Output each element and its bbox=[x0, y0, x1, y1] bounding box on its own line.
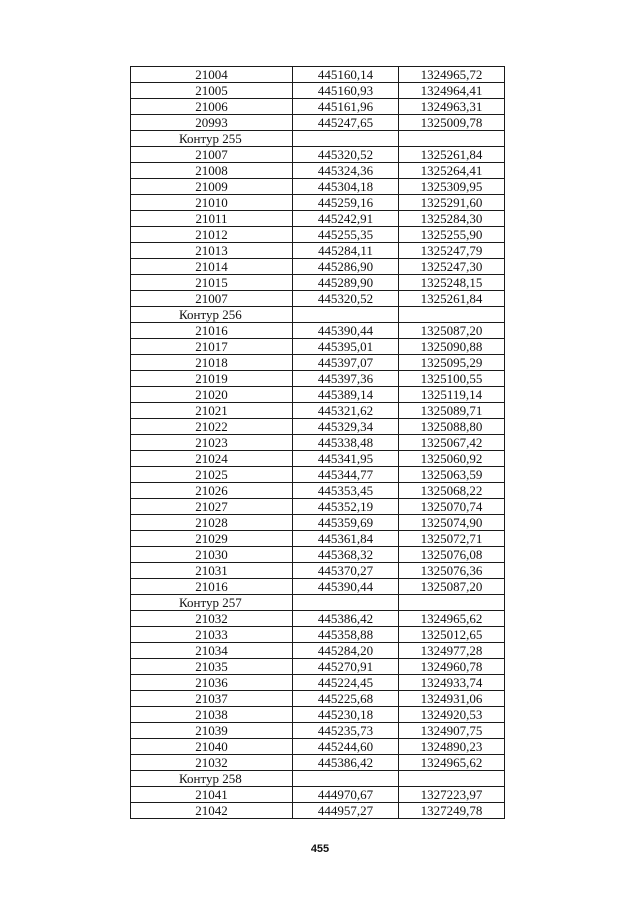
y-coordinate-cell: 1325076,08 bbox=[399, 547, 505, 563]
point-id-cell: 21020 bbox=[131, 387, 293, 403]
x-coordinate-cell: 445224,45 bbox=[293, 675, 399, 691]
y-coordinate-cell: 1325087,20 bbox=[399, 579, 505, 595]
x-coordinate-cell: 445289,90 bbox=[293, 275, 399, 291]
y-coordinate-cell: 1325067,42 bbox=[399, 435, 505, 451]
point-id-cell: 21021 bbox=[131, 403, 293, 419]
y-coordinate-cell: 1324931,06 bbox=[399, 691, 505, 707]
y-coordinate-cell: 1325119,14 bbox=[399, 387, 505, 403]
point-id-cell: 21032 bbox=[131, 755, 293, 771]
point-id-cell: 21027 bbox=[131, 499, 293, 515]
table-row bbox=[131, 99, 505, 115]
x-coordinate-cell: 445358,88 bbox=[293, 627, 399, 643]
table-row bbox=[131, 563, 505, 579]
empty-cell bbox=[293, 771, 399, 787]
point-id-cell: 21012 bbox=[131, 227, 293, 243]
table-row bbox=[131, 643, 505, 659]
y-coordinate-cell: 1324920,53 bbox=[399, 707, 505, 723]
point-id-cell: 21024 bbox=[131, 451, 293, 467]
x-coordinate-cell: 445270,91 bbox=[293, 659, 399, 675]
table-row bbox=[131, 371, 505, 387]
point-id-cell: 21028 bbox=[131, 515, 293, 531]
point-id-cell: 21035 bbox=[131, 659, 293, 675]
x-coordinate-cell: 445160,93 bbox=[293, 83, 399, 99]
contour-label: Контур 258 bbox=[131, 771, 293, 787]
x-coordinate-cell: 445244,60 bbox=[293, 739, 399, 755]
x-coordinate-cell: 445353,45 bbox=[293, 483, 399, 499]
empty-cell bbox=[293, 307, 399, 323]
x-coordinate-cell: 445321,62 bbox=[293, 403, 399, 419]
table-row bbox=[131, 339, 505, 355]
y-coordinate-cell: 1325291,60 bbox=[399, 195, 505, 211]
y-coordinate-cell: 1325261,84 bbox=[399, 291, 505, 307]
y-coordinate-cell: 1324964,41 bbox=[399, 83, 505, 99]
table-row bbox=[131, 675, 505, 691]
table-row bbox=[131, 707, 505, 723]
point-id-cell: 21031 bbox=[131, 563, 293, 579]
page-number: 455 bbox=[310, 843, 330, 855]
point-id-cell: 21005 bbox=[131, 83, 293, 99]
y-coordinate-cell: 1325012,65 bbox=[399, 627, 505, 643]
point-id-cell: 21017 bbox=[131, 339, 293, 355]
y-coordinate-cell: 1325264,41 bbox=[399, 163, 505, 179]
table-row bbox=[131, 67, 505, 83]
y-coordinate-cell: 1325063,59 bbox=[399, 467, 505, 483]
table-row bbox=[131, 787, 505, 803]
y-coordinate-cell: 1324890,23 bbox=[399, 739, 505, 755]
point-id-cell: 21025 bbox=[131, 467, 293, 483]
point-id-cell: 21037 bbox=[131, 691, 293, 707]
y-coordinate-cell: 1325090,88 bbox=[399, 339, 505, 355]
table-row bbox=[131, 163, 505, 179]
table-row bbox=[131, 659, 505, 675]
table-row bbox=[131, 435, 505, 451]
x-coordinate-cell: 445284,11 bbox=[293, 243, 399, 259]
y-coordinate-cell: 1325088,80 bbox=[399, 419, 505, 435]
x-coordinate-cell: 445247,65 bbox=[293, 115, 399, 131]
point-id-cell: 21029 bbox=[131, 531, 293, 547]
point-id-cell: 21007 bbox=[131, 291, 293, 307]
x-coordinate-cell: 445390,44 bbox=[293, 579, 399, 595]
coordinates-table bbox=[130, 66, 505, 819]
x-coordinate-cell: 445242,91 bbox=[293, 211, 399, 227]
y-coordinate-cell: 1325072,71 bbox=[399, 531, 505, 547]
point-id-cell: 21036 bbox=[131, 675, 293, 691]
table-row bbox=[131, 803, 505, 819]
point-id-cell: 21010 bbox=[131, 195, 293, 211]
point-id-cell: 21019 bbox=[131, 371, 293, 387]
empty-cell bbox=[399, 771, 505, 787]
point-id-cell: 21034 bbox=[131, 643, 293, 659]
y-coordinate-cell: 1325068,22 bbox=[399, 483, 505, 499]
table-row bbox=[131, 147, 505, 163]
table-row bbox=[131, 739, 505, 755]
point-id-cell: 21040 bbox=[131, 739, 293, 755]
point-id-cell: 21015 bbox=[131, 275, 293, 291]
point-id-cell: 21039 bbox=[131, 723, 293, 739]
y-coordinate-cell: 1325100,55 bbox=[399, 371, 505, 387]
y-coordinate-cell: 1325074,90 bbox=[399, 515, 505, 531]
y-coordinate-cell: 1324907,75 bbox=[399, 723, 505, 739]
y-coordinate-cell: 1324960,78 bbox=[399, 659, 505, 675]
point-id-cell: 21011 bbox=[131, 211, 293, 227]
table-row bbox=[131, 451, 505, 467]
y-coordinate-cell: 1325247,79 bbox=[399, 243, 505, 259]
table-row bbox=[131, 291, 505, 307]
y-coordinate-cell: 1325009,78 bbox=[399, 115, 505, 131]
table-row bbox=[131, 227, 505, 243]
table-row bbox=[131, 115, 505, 131]
y-coordinate-cell: 1324977,28 bbox=[399, 643, 505, 659]
x-coordinate-cell: 445397,07 bbox=[293, 355, 399, 371]
x-coordinate-cell: 445329,34 bbox=[293, 419, 399, 435]
y-coordinate-cell: 1327223,97 bbox=[399, 787, 505, 803]
table-row bbox=[131, 611, 505, 627]
table-row bbox=[131, 419, 505, 435]
y-coordinate-cell: 1325248,15 bbox=[399, 275, 505, 291]
point-id-cell: 21007 bbox=[131, 147, 293, 163]
x-coordinate-cell: 445304,18 bbox=[293, 179, 399, 195]
y-coordinate-cell: 1325309,95 bbox=[399, 179, 505, 195]
point-id-cell: 21038 bbox=[131, 707, 293, 723]
table-row bbox=[131, 195, 505, 211]
point-id-cell: 21006 bbox=[131, 99, 293, 115]
point-id-cell: 21016 bbox=[131, 579, 293, 595]
point-id-cell: 21013 bbox=[131, 243, 293, 259]
x-coordinate-cell: 445397,36 bbox=[293, 371, 399, 387]
x-coordinate-cell: 445284,20 bbox=[293, 643, 399, 659]
x-coordinate-cell: 445255,35 bbox=[293, 227, 399, 243]
x-coordinate-cell: 445259,16 bbox=[293, 195, 399, 211]
point-id-cell: 21033 bbox=[131, 627, 293, 643]
x-coordinate-cell: 445390,44 bbox=[293, 323, 399, 339]
x-coordinate-cell: 445338,48 bbox=[293, 435, 399, 451]
table-row bbox=[131, 243, 505, 259]
table-row bbox=[131, 531, 505, 547]
point-id-cell: 21018 bbox=[131, 355, 293, 371]
table-row bbox=[131, 467, 505, 483]
x-coordinate-cell: 445230,18 bbox=[293, 707, 399, 723]
table-row bbox=[131, 179, 505, 195]
point-id-cell: 21042 bbox=[131, 803, 293, 819]
empty-cell bbox=[399, 595, 505, 611]
point-id-cell: 20993 bbox=[131, 115, 293, 131]
y-coordinate-cell: 1325060,92 bbox=[399, 451, 505, 467]
x-coordinate-cell: 445370,27 bbox=[293, 563, 399, 579]
x-coordinate-cell: 445386,42 bbox=[293, 755, 399, 771]
x-coordinate-cell: 445225,68 bbox=[293, 691, 399, 707]
y-coordinate-cell: 1325284,30 bbox=[399, 211, 505, 227]
x-coordinate-cell: 445341,95 bbox=[293, 451, 399, 467]
table-row bbox=[131, 755, 505, 771]
table-row bbox=[131, 579, 505, 595]
x-coordinate-cell: 444970,67 bbox=[293, 787, 399, 803]
contour-label: Контур 257 bbox=[131, 595, 293, 611]
y-coordinate-cell: 1325070,74 bbox=[399, 499, 505, 515]
contour-header-row bbox=[131, 771, 505, 787]
point-id-cell: 21022 bbox=[131, 419, 293, 435]
y-coordinate-cell: 1325089,71 bbox=[399, 403, 505, 419]
table-row bbox=[131, 515, 505, 531]
x-coordinate-cell: 444957,27 bbox=[293, 803, 399, 819]
x-coordinate-cell: 445359,69 bbox=[293, 515, 399, 531]
empty-cell bbox=[399, 131, 505, 147]
table-row bbox=[131, 83, 505, 99]
y-coordinate-cell: 1325095,29 bbox=[399, 355, 505, 371]
point-id-cell: 21023 bbox=[131, 435, 293, 451]
y-coordinate-cell: 1324965,62 bbox=[399, 755, 505, 771]
x-coordinate-cell: 445368,32 bbox=[293, 547, 399, 563]
contour-label: Контур 255 bbox=[131, 131, 293, 147]
x-coordinate-cell: 445324,36 bbox=[293, 163, 399, 179]
y-coordinate-cell: 1327249,78 bbox=[399, 803, 505, 819]
point-id-cell: 21041 bbox=[131, 787, 293, 803]
point-id-cell: 21004 bbox=[131, 67, 293, 83]
y-coordinate-cell: 1325087,20 bbox=[399, 323, 505, 339]
point-id-cell: 21026 bbox=[131, 483, 293, 499]
table-row bbox=[131, 387, 505, 403]
point-id-cell: 21016 bbox=[131, 323, 293, 339]
x-coordinate-cell: 445160,14 bbox=[293, 67, 399, 83]
contour-header-row bbox=[131, 307, 505, 323]
x-coordinate-cell: 445320,52 bbox=[293, 147, 399, 163]
table-row bbox=[131, 483, 505, 499]
y-coordinate-cell: 1325261,84 bbox=[399, 147, 505, 163]
y-coordinate-cell: 1324965,72 bbox=[399, 67, 505, 83]
y-coordinate-cell: 1324965,62 bbox=[399, 611, 505, 627]
y-coordinate-cell: 1324963,31 bbox=[399, 99, 505, 115]
table-row bbox=[131, 547, 505, 563]
table-row bbox=[131, 211, 505, 227]
x-coordinate-cell: 445386,42 bbox=[293, 611, 399, 627]
contour-label: Контур 256 bbox=[131, 307, 293, 323]
y-coordinate-cell: 1325255,90 bbox=[399, 227, 505, 243]
y-coordinate-cell: 1325247,30 bbox=[399, 259, 505, 275]
x-coordinate-cell: 445286,90 bbox=[293, 259, 399, 275]
point-id-cell: 21009 bbox=[131, 179, 293, 195]
table-row bbox=[131, 499, 505, 515]
table-row bbox=[131, 259, 505, 275]
x-coordinate-cell: 445320,52 bbox=[293, 291, 399, 307]
contour-header-row bbox=[131, 595, 505, 611]
point-id-cell: 21008 bbox=[131, 163, 293, 179]
table-row bbox=[131, 403, 505, 419]
point-id-cell: 21032 bbox=[131, 611, 293, 627]
x-coordinate-cell: 445389,14 bbox=[293, 387, 399, 403]
x-coordinate-cell: 445344,77 bbox=[293, 467, 399, 483]
y-coordinate-cell: 1324933,74 bbox=[399, 675, 505, 691]
x-coordinate-cell: 445235,73 bbox=[293, 723, 399, 739]
table-row bbox=[131, 275, 505, 291]
empty-cell bbox=[399, 307, 505, 323]
x-coordinate-cell: 445352,19 bbox=[293, 499, 399, 515]
table-row bbox=[131, 355, 505, 371]
x-coordinate-cell: 445395,01 bbox=[293, 339, 399, 355]
x-coordinate-cell: 445361,84 bbox=[293, 531, 399, 547]
point-id-cell: 21030 bbox=[131, 547, 293, 563]
x-coordinate-cell: 445161,96 bbox=[293, 99, 399, 115]
table-row bbox=[131, 323, 505, 339]
empty-cell bbox=[293, 131, 399, 147]
y-coordinate-cell: 1325076,36 bbox=[399, 563, 505, 579]
table-row bbox=[131, 627, 505, 643]
contour-header-row bbox=[131, 131, 505, 147]
table-row bbox=[131, 723, 505, 739]
coordinates-table-body bbox=[131, 67, 505, 819]
empty-cell bbox=[293, 595, 399, 611]
table-row bbox=[131, 691, 505, 707]
point-id-cell: 21014 bbox=[131, 259, 293, 275]
